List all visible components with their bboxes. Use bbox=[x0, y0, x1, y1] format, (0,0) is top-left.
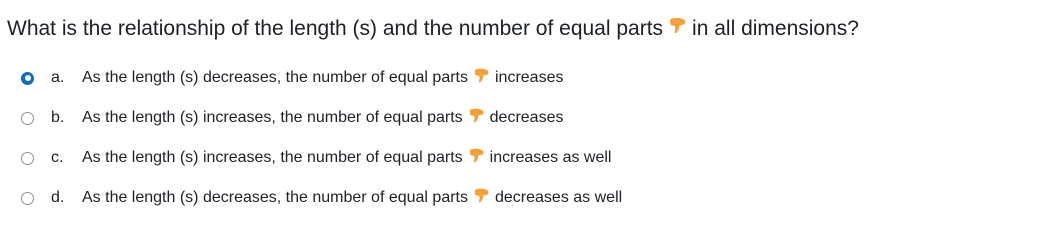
option-text-after: decreases as well bbox=[495, 189, 623, 206]
option-letter: d. bbox=[51, 189, 65, 206]
thumbs-down-icon bbox=[668, 12, 687, 46]
thumbs-down-icon bbox=[473, 67, 490, 89]
answer-option-d[interactable] bbox=[21, 178, 1021, 218]
option-text-before: As the length (s) increases, the number of equal parts bbox=[82, 109, 463, 126]
answer-option-c[interactable] bbox=[21, 138, 1021, 178]
radio-button[interactable] bbox=[21, 72, 34, 85]
option-text-before: As the length (s) decreases, the number of equal parts bbox=[82, 69, 468, 86]
option-text-after: increases as well bbox=[489, 149, 612, 166]
answer-option-a[interactable] bbox=[21, 58, 1021, 98]
thumbs-down-icon bbox=[473, 187, 490, 209]
option-text-before: As the length (s) decreases, the number of equal parts bbox=[82, 189, 468, 206]
option-text-before: As the length (s) increases, the number of equal parts bbox=[82, 149, 463, 166]
answer-options bbox=[21, 58, 1021, 218]
question-text-before: What is the relationship of the length (s) and the number of equal parts bbox=[7, 17, 664, 40]
answer-option-b[interactable] bbox=[21, 98, 1021, 138]
thumbs-down-icon bbox=[468, 147, 485, 169]
option-letter: b. bbox=[51, 109, 65, 126]
question-text bbox=[7, 12, 859, 46]
radio-button[interactable] bbox=[21, 112, 34, 125]
radio-button[interactable] bbox=[21, 192, 34, 205]
option-text-after: increases bbox=[495, 69, 564, 86]
option-letter: c. bbox=[51, 149, 64, 166]
radio-button[interactable] bbox=[21, 152, 34, 165]
question-text-after: in all dimensions? bbox=[692, 17, 859, 40]
thumbs-down-icon bbox=[468, 107, 485, 129]
option-letter: a. bbox=[51, 69, 65, 86]
option-text-after: decreases bbox=[489, 109, 564, 126]
